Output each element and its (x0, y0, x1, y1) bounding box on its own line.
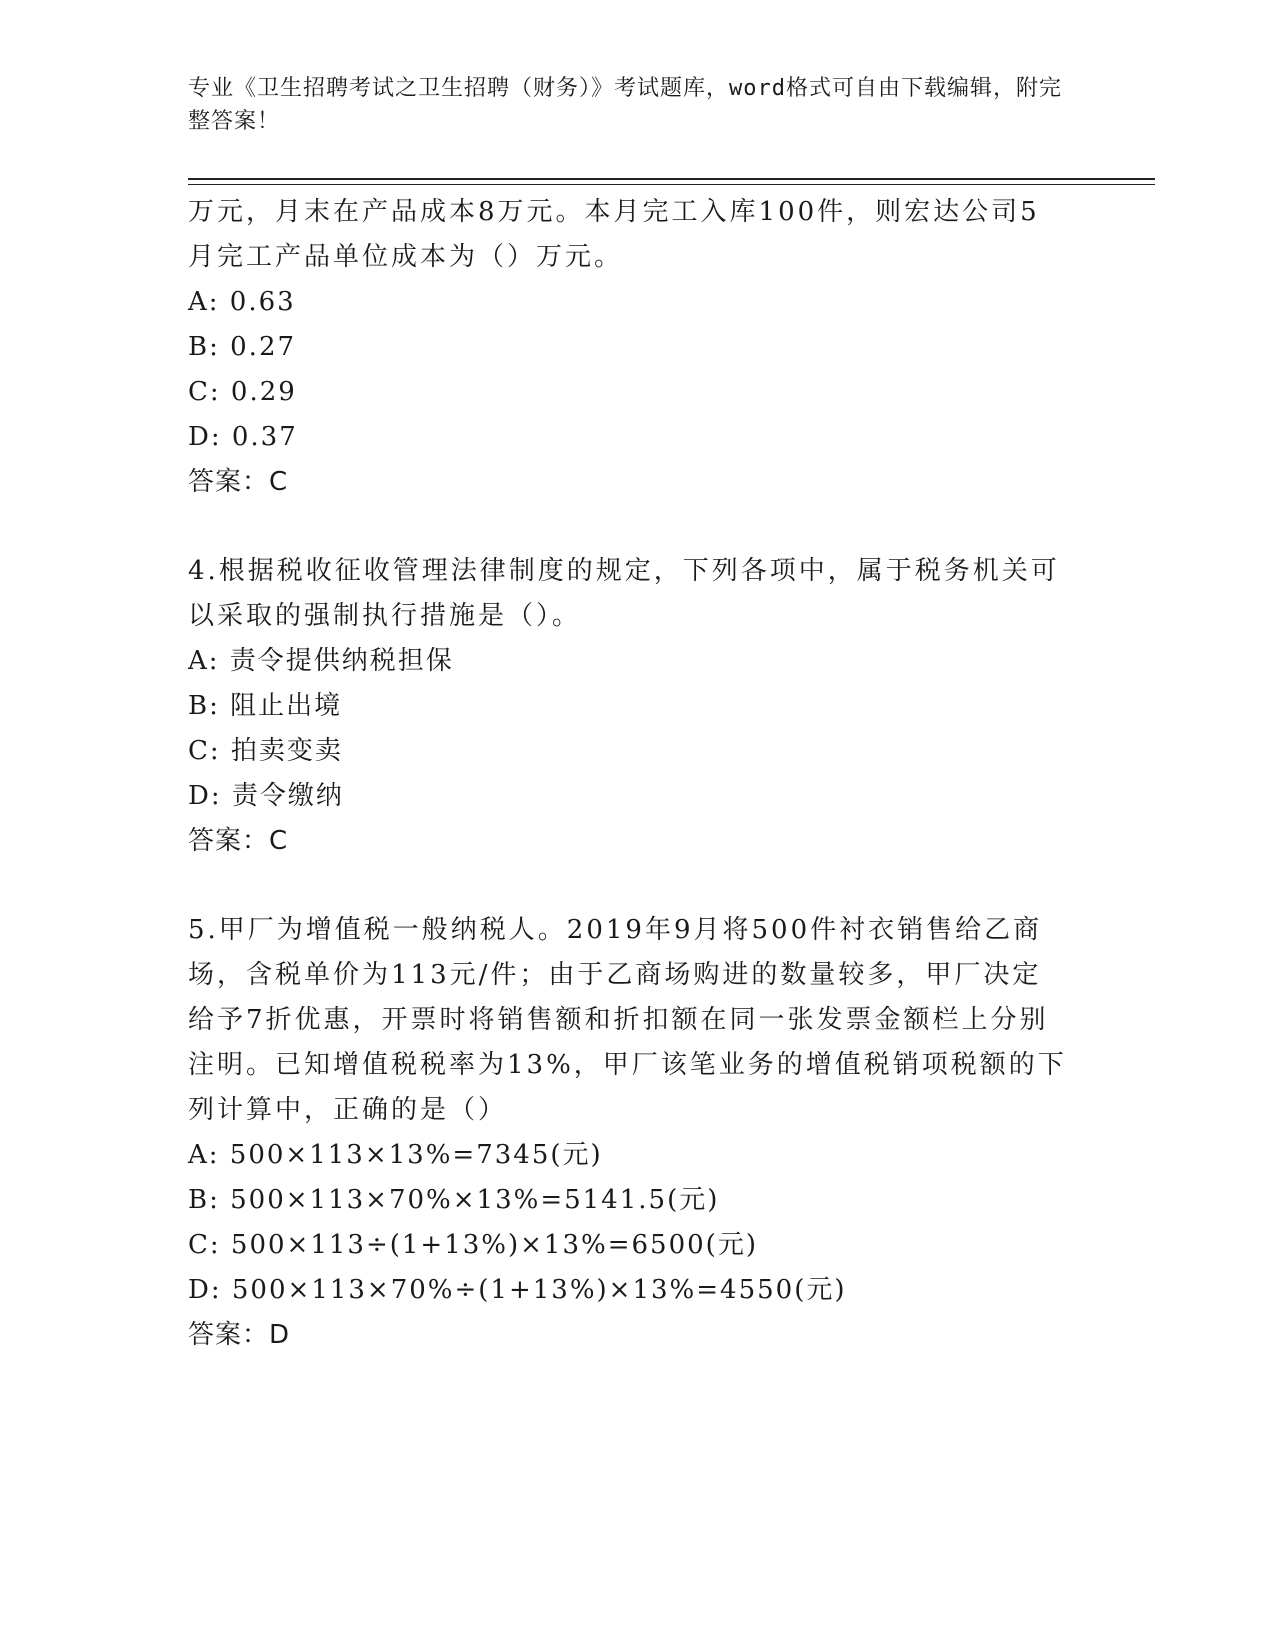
question-item (188, 908, 1068, 1358)
option-b: B: 500×113×70%×13%=5141.5(元) (188, 1185, 720, 1215)
header-divider-thin (188, 184, 1155, 185)
question-list (188, 190, 1068, 1358)
header-divider-thick (188, 178, 1155, 180)
option-c: C: 拍卖变卖 (188, 736, 343, 766)
answer-line: 答案：C (188, 826, 289, 856)
option-d: D: 0.37 (188, 422, 298, 452)
option-d: D: 500×113×70%÷(1+13%)×13%=4550(元) (188, 1275, 847, 1305)
question-item (188, 549, 1068, 864)
question-stem: 5.甲厂为增值税一般纳税人。2019年9月将500件衬衣销售给乙商场，含税单价为113元/件；由于乙商场购进的数量较多，甲厂决定给予7折优惠，开票时将销售额和折扣额在同一张发票金额栏上分别注明。已知增值税税率为13%，甲厂该笔业务的增值税销项税额的下列计算中，正确的是（） (188, 915, 1067, 1125)
option-a: A: 0.63 (188, 287, 296, 317)
page-header: 专业《卫生招聘考试之卫生招聘（财务）》考试题库，word格式可自由下载编辑，附完整答案！ (188, 76, 1062, 134)
answer-line: 答案：D (188, 1320, 291, 1350)
question-item (188, 190, 1068, 505)
option-b: B: 0.27 (188, 332, 297, 362)
option-c: C: 500×113÷(1+13%)×13%=6500(元) (188, 1230, 758, 1260)
option-b: B: 阻止出境 (188, 691, 343, 721)
question-stem: 4.根据税收征收管理法律制度的规定，下列各项中，属于税务机关可以采取的强制执行措施是（）。 (188, 556, 1060, 631)
answer-line: 答案：C (188, 467, 289, 497)
option-d: D: 责令缴纳 (188, 781, 344, 811)
option-a: A: 500×113×13%=7345(元) (188, 1140, 603, 1170)
question-stem: 万元，月末在产品成本8万元。本月完工入库100件，则宏达公司5月完工产品单位成本为（）万元。 (188, 197, 1040, 272)
option-c: C: 0.29 (188, 377, 297, 407)
option-a: A: 责令提供纳税担保 (188, 646, 454, 676)
